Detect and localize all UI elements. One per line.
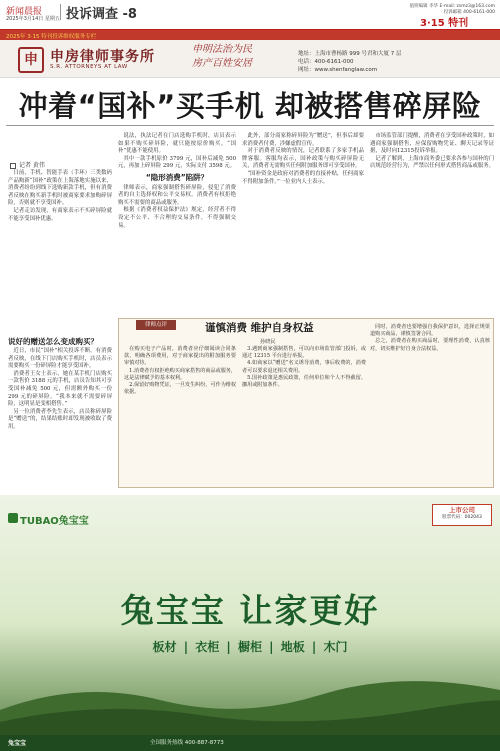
- paragraph: 5.国补政策是惠民政策，任何单位和个人不得截留、挪用或附加条件。: [242, 374, 366, 389]
- paragraph: 记者走访发现，有商家表示不买碎屏险就不能享受国补优惠。: [8, 207, 112, 222]
- header-divider: [60, 4, 61, 20]
- law-firm-name: 申房律师事务所: [50, 49, 155, 65]
- ad-footer-bar: [0, 735, 500, 751]
- paragraph: 根据《消费者权益保护法》规定，经营者不得设定不公平、不合理的交易条件，不得强制交易。: [118, 207, 236, 229]
- commentary-column-2: [242, 346, 366, 389]
- landscape-illustration: [0, 670, 500, 735]
- listed-label: 上市公司: [449, 506, 475, 514]
- tubao-logo-icon: [8, 513, 18, 523]
- paragraph: 近日，市民“国补”相关投诉不断。有消费者反映，在线下门店购买手机时，店员表示需要购买一份碎屏险才能享受国补。: [8, 348, 112, 370]
- paragraph: 此外，部分商家称碎屏险为“赠送”，但事后却要求消费者付费，涉嫌虚假宣传。: [242, 133, 364, 147]
- paragraph: 对于消费者反映的情况，记者联系了多家手机品牌客服。客服均表示，国补政策与购买碎屏险无关，消费者无需购买任何附加服务即可享受国补。: [242, 148, 364, 170]
- ad-footer-brand: 兔宝宝: [8, 740, 27, 747]
- special-issue-label: 3·15 特刊: [420, 18, 469, 29]
- law-firm-slogan: 申明法治为民 房产百姓安居: [192, 44, 252, 69]
- subheading-2: “隐形消费”陷阱？: [145, 172, 209, 182]
- paragraph: 2.保留好购物凭证，一旦发生纠纷，可作为维权依据。: [124, 382, 236, 396]
- law-firm-logo: 申: [18, 47, 44, 73]
- paragraph: 市场监管部门提醒，消费者在享受国补政策时，如遇商家强制搭售，应保留购物凭证、聊天记录等证据，及时向12315投诉举报。: [370, 133, 494, 155]
- commentary-column-1: [124, 346, 236, 396]
- paragraph: 律师表示，商家强制搭售碎屏险，侵犯了消费者的自主选择权和公平交易权。消费者有权拒绝购买不需要的商品或服务。: [118, 184, 236, 206]
- paragraph: 消费者王女士表示，她在某手机门店购买一款售价 3188 元的手机，店员告知其可享受国补减免 500 元，但需额外购买一份 299 元的碎屏险。“我本来就不需要碎屏险，这明显是变相搭售。”: [8, 370, 112, 408]
- paragraph: 在购买电子产品时，消费者应仔细阅读合同条款，明确各项费用，对于商家提出的附加服务要审慎对待。: [124, 346, 236, 367]
- paragraph: 3.遇到商家强制搭售，可以向市场监管部门投诉，或通过 12315 平台进行举报。: [242, 346, 366, 360]
- paragraph: 同时，消费者也要增强自我保护意识，选择正规渠道购买商品，谨慎签署合同。: [370, 324, 490, 338]
- contact-line: 投诉邮箱 400-6161-000: [443, 10, 495, 15]
- stock-code: 股票代码：002043: [442, 515, 482, 520]
- contact-line: 值班编辑 李华 E-mail: zsmz3@163.com: [409, 4, 495, 9]
- law-firm-name-en: S.R. ATTORNEYS AT LAW: [50, 64, 128, 70]
- paragraph: 其中一款手机原价 3799 元，国补后减免 500 元，再加上碎屏险 299 元，实际支付 3598 元。: [118, 155, 236, 170]
- headline-rule: [6, 125, 494, 126]
- listed-company-badge: [432, 504, 492, 526]
- section-title: 投诉调查 -8: [66, 7, 137, 22]
- article-column-3: [242, 133, 364, 186]
- commentary-author: 孙晓民: [260, 339, 276, 345]
- ad-product-list: 板材 | 衣柜 | 橱柜 | 地板 | 木门: [152, 640, 348, 654]
- paragraph: 总之，消费者在购买商品时，要理性消费，认真核对，切实维护好自身合法权益。: [370, 338, 490, 352]
- paper-logo: 新闻晨报: [6, 7, 43, 17]
- commentary-tag: 律师点评: [136, 320, 176, 330]
- paragraph: 记者了解到，上海市商务委已要求各参与国补的门店规范经营行为，严禁以任何形式搭售商品或服务。: [370, 155, 494, 170]
- ad-footer-hotline: 全国服务热线 400-887-8773: [150, 740, 224, 746]
- article-column-2: [118, 133, 236, 230]
- paragraph: 另一位消费者李先生表示，店员称碎屏险是“赠送”的，结果结账时却发现被收取了费用。: [8, 408, 112, 430]
- main-headline: 冲着“国补”买手机 却被搭售碎屏险: [18, 89, 482, 123]
- commentary-title: 谨慎消费 维护自身权益: [205, 322, 314, 334]
- paragraph: “国补资金是政府对消费者的直接补贴，任何商家不得附加条件。”一位业内人士表示。: [242, 170, 364, 185]
- byline-box-icon: [10, 163, 16, 169]
- paragraph: 日前，手机、智能手表（手环）三类数码产品购新“国补”政策在上海落地实施以来，消费者纷纷到线下选购新款手机，但有消费者反映在购买新手机时被商家要求加购碎屏险，否则就不享受国补。: [8, 170, 112, 207]
- byline-text: 记者 黄伟: [19, 162, 45, 169]
- issue-date: 2025年3月14日 星期五: [6, 16, 60, 22]
- red-banner-text: 2025年 3·15 特刊投诉维权服务专栏: [6, 33, 97, 40]
- phone-line: 电话：400-6161-000: [298, 59, 354, 65]
- law-firm-address: [298, 50, 496, 74]
- article-column-4: [370, 133, 494, 171]
- ad-headline: 兔宝宝 让家更好: [120, 591, 380, 630]
- byline: [10, 160, 45, 169]
- subheading-1: 说好的赠送怎么变成购买？: [8, 337, 98, 346]
- address-line: 地址：上海市曹杨路 999 号君和大厦 7 层: [298, 51, 402, 57]
- website-line: 网址：www.shenfanglaw.com: [298, 67, 378, 73]
- article-column-1b: [8, 348, 112, 432]
- paragraph: 说法，执法记者在门店选购手机时，店员表示如果不购买碎屏险，就只能按原价购买，“国补”优惠不能使用。: [118, 133, 236, 155]
- paragraph: 4.如商家以“赠送”名义诱导消费，事后收费的，消费者可以要求退还相关费用。: [242, 360, 366, 374]
- paragraph: 1.消费者有权拒绝购买商家搭售的商品或服务，这是法律赋予的基本权利。: [124, 367, 236, 381]
- commentary-column-3: [370, 324, 490, 353]
- ad-brand-logo: TUBAO兔宝宝: [20, 516, 89, 527]
- article-column-1: [8, 170, 112, 223]
